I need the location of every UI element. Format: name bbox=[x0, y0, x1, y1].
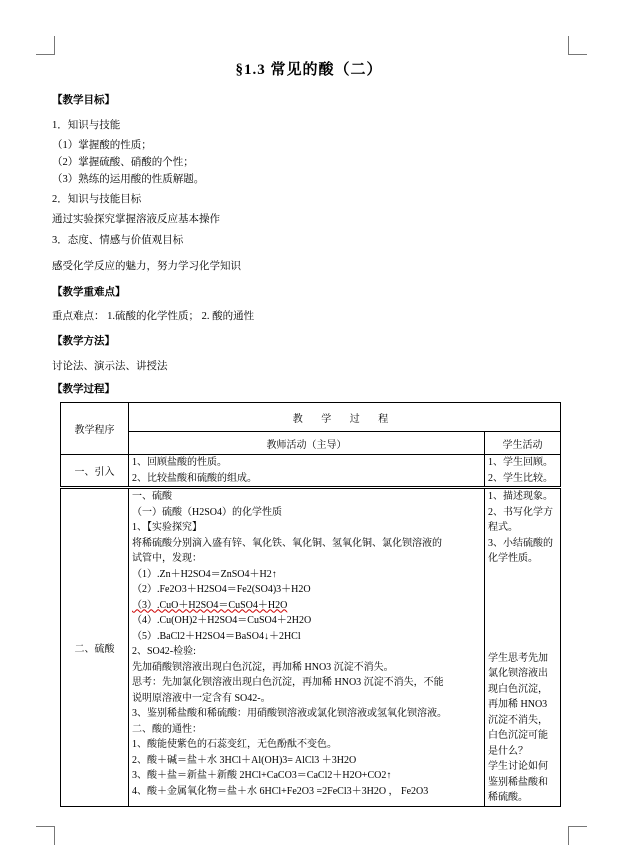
student-line: 2、书写化学方程式。 bbox=[488, 506, 553, 533]
teacher-line: 4、酸＋金属氧化物＝盐＋水 6HCl+Fe2O3 =2FeCl3＋3H2O ， Fe2O3 bbox=[132, 785, 429, 797]
teacher-line: 二、酸的通性： bbox=[132, 723, 202, 735]
key-points-text: 重点难点： 1.硫酸的化学性质； 2. 酸的通性 bbox=[52, 311, 255, 322]
col-header-process: 教 学 过 程 bbox=[129, 403, 561, 432]
teacher-line: （1）.Zn＋H2SO4＝ZnSO4＋H2↑ bbox=[132, 568, 277, 580]
student-line: 学生思考先加氯化钡溶液出现白色沉淀，再加稀 HNO3 沉淀不消失，白色沉淀可能是什么？ bbox=[488, 652, 548, 757]
teacher-activity-intro bbox=[129, 455, 485, 488]
crop-mark-top-right bbox=[568, 36, 587, 55]
teacher-line: 3、鉴别稀盐酸和稀硫酸：用硝酸钡溶液或氯化钡溶液或氢氧化钡溶液。 bbox=[132, 708, 447, 719]
teaching-process-table bbox=[60, 402, 561, 807]
student-line: 2、学生比较。 bbox=[488, 472, 553, 484]
teacher-line: 2、SO42-检验: bbox=[132, 646, 196, 657]
teacher-line: （2）.Fe2O3＋H2SO4＝Fe2(SO4)3＋H2O bbox=[132, 584, 311, 595]
teacher-line: 思考：先加氯化钡溶液出现白色沉淀，再加稀 HNO3 沉淀不消失，不能 bbox=[132, 677, 444, 688]
teacher-line: （4）.Cu(OH)2＋H2SO4＝CuSO4＋2H2O bbox=[132, 615, 312, 626]
teacher-line: 2、酸＋碱＝盐＋水 3HCl＋Al(OH)3= AlCl3 ＋3H2O bbox=[132, 754, 357, 766]
teacher-line: 一、硫酸 bbox=[132, 491, 172, 502]
teacher-activity-sulfuric-acid bbox=[129, 488, 485, 807]
teacher-line: 1、【实验探究】 bbox=[132, 522, 202, 533]
col-header-teacher: 教师活动（主导） bbox=[129, 432, 485, 455]
teacher-line: （3）.CuO＋H2SO4＝CuSO4＋H2O bbox=[132, 599, 288, 611]
teacher-line: （5）.BaCl2＋H2SO4＝BaSO4↓＋2HCl bbox=[132, 630, 301, 642]
goal1-item: （2）掌握硫酸、硝酸的个性； bbox=[52, 157, 194, 168]
teacher-line: （一）硫酸（H2SO4）的化学性质 bbox=[132, 506, 283, 518]
student-line: 学生讨论如何鉴别稀盐酸和稀硫酸。 bbox=[488, 761, 548, 803]
goal3-heading: 3．态度、情感与价值观目标 bbox=[52, 235, 184, 246]
col-header-program: 教学程序 bbox=[61, 403, 129, 455]
goal3-text: 感受化学反应的魅力，努力学习化学知识 bbox=[52, 261, 241, 272]
student-line: 1、描述现象。 bbox=[488, 491, 553, 502]
teacher-line: 2、比较盐酸和硫酸的组成。 bbox=[132, 472, 257, 484]
teacher-line: 3、酸＋盐＝新盐＋新酸 2HCl+CaCO3＝CaCl2＋H2O+CO2↑ bbox=[132, 770, 392, 781]
row-label-sulfuric-acid: 二、硫酸 bbox=[61, 488, 129, 807]
row-label-intro: 一、引入 bbox=[61, 455, 129, 488]
goal1-item: （1）掌握酸的性质； bbox=[52, 140, 152, 151]
crop-mark-bottom-right bbox=[568, 826, 587, 845]
key-points-heading: 【教学重难点】 bbox=[52, 287, 126, 298]
col-header-student: 学生活动 bbox=[485, 432, 561, 455]
teacher-line: 说明原溶液中一定含有 SO42-。 bbox=[132, 692, 271, 704]
student-activity-intro bbox=[485, 455, 561, 488]
teacher-line: 1、酸能使紫色的石蕊变红，无色酚酞不变色。 bbox=[132, 739, 337, 750]
goal2-text: 通过实验探究掌握溶液反应基本操作 bbox=[52, 214, 220, 225]
student-line: 1、学生回顾。 bbox=[488, 457, 553, 468]
teacher-line: 试管中，发现： bbox=[132, 553, 202, 564]
goals-heading: 【教学目标】 bbox=[52, 95, 115, 106]
goal2-heading: 2．知识与技能目标 bbox=[52, 194, 142, 205]
teacher-line: 先加硝酸钡溶液出现白色沉淀，再加稀 HNO3 沉淀不消失。 bbox=[132, 661, 394, 673]
page-title: §1.3 常见的酸（二） bbox=[235, 62, 383, 78]
goal1-heading: 1．知识与技能 bbox=[52, 120, 121, 131]
student-line: 3、小结硫酸的化学性质。 bbox=[488, 537, 553, 564]
teacher-line: 1、回顾盐酸的性质。 bbox=[132, 457, 227, 468]
process-heading: 【教学过程】 bbox=[52, 384, 115, 395]
student-activity-sulfuric-acid bbox=[485, 488, 561, 807]
teacher-line: 将稀硫酸分别滴入盛有锌、氧化铁、氧化铜、氢氧化铜、氯化钡溶液的 bbox=[132, 537, 442, 549]
method-text: 讨论法、演示法、讲授法 bbox=[52, 361, 168, 372]
crop-mark-top-left bbox=[36, 36, 55, 55]
goal1-item: （3）熟练的运用酸的性质解题。 bbox=[52, 174, 205, 185]
crop-mark-bottom-left bbox=[36, 826, 55, 845]
method-heading: 【教学方法】 bbox=[52, 336, 115, 347]
